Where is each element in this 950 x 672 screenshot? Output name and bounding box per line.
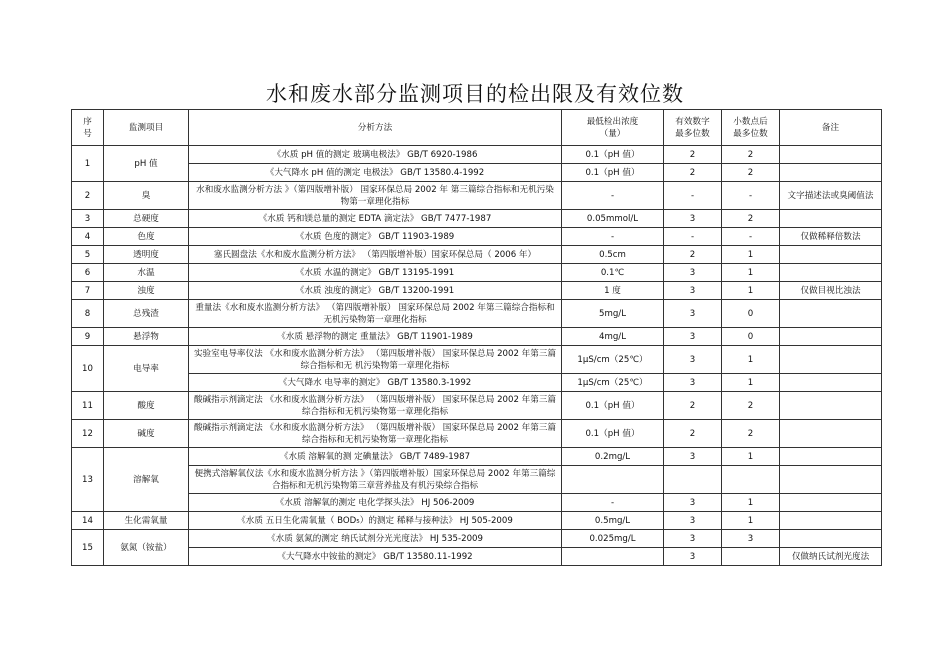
decimals-cell: 1 xyxy=(722,282,780,300)
header-method: 分析方法 xyxy=(189,110,562,146)
table-row xyxy=(72,210,882,228)
method-cell: 《大气降水中铵盐的测定》 GB/T 13580.11-1992 xyxy=(189,548,562,566)
table-row xyxy=(72,246,882,264)
note-cell xyxy=(780,246,882,264)
seq-cell: 5 xyxy=(72,246,104,264)
seq-cell: 3 xyxy=(72,210,104,228)
item-cell: 总残渣 xyxy=(104,300,189,328)
note-cell xyxy=(780,328,882,346)
detection-limit-table xyxy=(71,109,882,566)
decimals-cell: 1 xyxy=(722,246,780,264)
limit-cell: 0.1（pH 值） xyxy=(562,146,664,164)
method-cell: 酸碱指示剂滴定法 《水和废水监测分析方法》 （第四版增补版） 国家环保总局 2002 年第三篇综合指标和无机污染物第一章理化指标 xyxy=(189,392,562,420)
sig-digits-cell xyxy=(664,466,722,494)
decimals-cell: 1 xyxy=(722,264,780,282)
method-cell: 《水质 水温的测定》 GB/T 13195-1991 xyxy=(189,264,562,282)
method-cell: 重量法《水和废水监测分析方法》 （第四版增补版） 国家环保总局 2002 年第三篇综合指标和无机污染物第一章理化指标 xyxy=(189,300,562,328)
sig-digits-cell: 3 xyxy=(664,210,722,228)
decimals-cell xyxy=(722,548,780,566)
header-item: 监测项目 xyxy=(104,110,189,146)
limit-cell: - xyxy=(562,228,664,246)
sig-digits-cell: 2 xyxy=(664,246,722,264)
note-cell xyxy=(780,374,882,392)
limit-cell xyxy=(562,548,664,566)
limit-cell: 0.2mg/L xyxy=(562,448,664,466)
item-cell: 水温 xyxy=(104,264,189,282)
sig-digits-cell: - xyxy=(664,228,722,246)
seq-cell: 12 xyxy=(72,420,104,448)
note-cell xyxy=(780,420,882,448)
note-cell: 仅做目视比浊法 xyxy=(780,282,882,300)
seq-cell: 10 xyxy=(72,346,104,392)
limit-cell: 0.1（pH 值） xyxy=(562,392,664,420)
decimals-cell: 2 xyxy=(722,392,780,420)
table-row xyxy=(72,548,882,566)
sig-digits-cell: 3 xyxy=(664,530,722,548)
item-cell: 碱度 xyxy=(104,420,189,448)
method-cell: 《水质 浊度的测定》 GB/T 13200-1991 xyxy=(189,282,562,300)
item-cell: 总硬度 xyxy=(104,210,189,228)
method-cell: 《水质 溶解氧的测定 电化学探头法》 HJ 506-2009 xyxy=(189,494,562,512)
decimals-cell: 1 xyxy=(722,346,780,374)
table-row xyxy=(72,282,882,300)
sig-digits-cell: 3 xyxy=(664,282,722,300)
limit-cell: - xyxy=(562,494,664,512)
sig-digits-cell: 3 xyxy=(664,300,722,328)
note-cell: 文字描述法或臭阈值法 xyxy=(780,182,882,210)
note-cell xyxy=(780,210,882,228)
limit-cell: 0.5cm xyxy=(562,246,664,264)
decimals-cell: 2 xyxy=(722,210,780,228)
method-cell: 《水质 五日生化需氧量（ BOD₅）的测定 稀释与接种法》 HJ 505-2009 xyxy=(189,512,562,530)
decimals-cell: 0 xyxy=(722,328,780,346)
seq-cell: 14 xyxy=(72,512,104,530)
seq-cell: 11 xyxy=(72,392,104,420)
seq-cell: 8 xyxy=(72,300,104,328)
note-cell xyxy=(780,346,882,374)
method-cell: 《水质 悬浮物的测定 重量法》 GB/T 11901-1989 xyxy=(189,328,562,346)
limit-cell: 0.1℃ xyxy=(562,264,664,282)
table-row xyxy=(72,420,882,448)
table-row xyxy=(72,164,882,182)
table-row xyxy=(72,530,882,548)
note-cell xyxy=(780,448,882,466)
note-cell xyxy=(780,512,882,530)
sig-digits-cell: 3 xyxy=(664,264,722,282)
header-seq: 序 号 xyxy=(72,110,104,146)
seq-cell: 7 xyxy=(72,282,104,300)
header-limit: 最低检出浓度 （量） xyxy=(562,110,664,146)
header-note: 备注 xyxy=(780,110,882,146)
table-row xyxy=(72,448,882,466)
seq-cell: 6 xyxy=(72,264,104,282)
decimals-cell: 1 xyxy=(722,494,780,512)
table-row xyxy=(72,264,882,282)
method-cell: 《水质 溶解氧的测 定碘量法》 GB/T 7489-1987 xyxy=(189,448,562,466)
limit-cell: 0.05mmol/L xyxy=(562,210,664,228)
note-cell xyxy=(780,494,882,512)
sig-digits-cell: 2 xyxy=(664,420,722,448)
limit-cell: 0.1（pH 值） xyxy=(562,164,664,182)
table-row xyxy=(72,392,882,420)
table-row xyxy=(72,328,882,346)
decimals-cell xyxy=(722,466,780,494)
limit-cell: 0.1（pH 值） xyxy=(562,420,664,448)
note-cell xyxy=(780,264,882,282)
note-cell xyxy=(780,300,882,328)
note-cell xyxy=(780,466,882,494)
limit-cell: 5mg/L xyxy=(562,300,664,328)
method-cell: 《水质 pH 值的测定 玻璃电极法》 GB/T 6920-1986 xyxy=(189,146,562,164)
item-cell: 透明度 xyxy=(104,246,189,264)
sig-digits-cell: 3 xyxy=(664,448,722,466)
method-cell: 塞氏圆盘法《水和废水监测分析方法》 （第四版增补版）国家环保总局（ 2006 年） xyxy=(189,246,562,264)
seq-cell: 15 xyxy=(72,530,104,566)
item-cell: 电导率 xyxy=(104,346,189,392)
note-cell xyxy=(780,146,882,164)
table-row xyxy=(72,228,882,246)
note-cell xyxy=(780,392,882,420)
limit-cell: 1μS/cm（25℃） xyxy=(562,374,664,392)
note-cell: 仅做纳氏试剂光度法 xyxy=(780,548,882,566)
decimals-cell: 2 xyxy=(722,164,780,182)
header-sig-digits: 有效数字 最多位数 xyxy=(664,110,722,146)
limit-cell: 1μS/cm（25℃） xyxy=(562,346,664,374)
note-cell xyxy=(780,164,882,182)
decimals-cell: - xyxy=(722,182,780,210)
sig-digits-cell: 3 xyxy=(664,494,722,512)
sig-digits-cell: 2 xyxy=(664,392,722,420)
note-cell xyxy=(780,530,882,548)
seq-cell: 1 xyxy=(72,146,104,182)
sig-digits-cell: 3 xyxy=(664,512,722,530)
table-row xyxy=(72,182,882,210)
decimals-cell: 0 xyxy=(722,300,780,328)
table-row xyxy=(72,374,882,392)
decimals-cell: 3 xyxy=(722,530,780,548)
seq-cell: 2 xyxy=(72,182,104,210)
table-row xyxy=(72,146,882,164)
table-row xyxy=(72,466,882,494)
item-cell: 酸度 xyxy=(104,392,189,420)
method-cell: 《大气降水 pH 值的测定 电极法》 GB/T 13580.4-1992 xyxy=(189,164,562,182)
item-cell: 浊度 xyxy=(104,282,189,300)
table-row xyxy=(72,494,882,512)
item-cell: 悬浮物 xyxy=(104,328,189,346)
sig-digits-cell: 3 xyxy=(664,548,722,566)
limit-cell: - xyxy=(562,182,664,210)
decimals-cell: 1 xyxy=(722,374,780,392)
item-cell: 色度 xyxy=(104,228,189,246)
item-cell: 溶解氧 xyxy=(104,448,189,512)
seq-cell: 4 xyxy=(72,228,104,246)
method-cell: 实验室电导率仪法 《水和废水监测分析方法》 （第四版增补版） 国家环保总局 2002 年第三篇综合指标和无 机污染物第一章理化指标 xyxy=(189,346,562,374)
method-cell: 《水质 氨氮的测定 纳氏试剂分光光度法》 HJ 535-2009 xyxy=(189,530,562,548)
method-cell: 《水质 钙和镁总量的测定 EDTA 滴定法》 GB/T 7477-1987 xyxy=(189,210,562,228)
item-cell: 臭 xyxy=(104,182,189,210)
sig-digits-cell: 3 xyxy=(664,328,722,346)
header-row xyxy=(72,110,882,146)
method-cell: 《大气降水 电导率的测定》 GB/T 13580.3-1992 xyxy=(189,374,562,392)
header-decimals: 小数点后 最多位数 xyxy=(722,110,780,146)
decimals-cell: 2 xyxy=(722,420,780,448)
limit-cell: 0.025mg/L xyxy=(562,530,664,548)
limit-cell: 0.5mg/L xyxy=(562,512,664,530)
method-cell: 便携式溶解氧仪法《水和废水监测分析方法 》（第四版增补版）国家环保总局 2002 年第三篇综合指标和无机污染物第三章营养盐及有机污染综合指标 xyxy=(189,466,562,494)
sig-digits-cell: - xyxy=(664,182,722,210)
sig-digits-cell: 3 xyxy=(664,374,722,392)
seq-cell: 13 xyxy=(72,448,104,512)
table-row xyxy=(72,346,882,374)
note-cell: 仅做稀释倍数法 xyxy=(780,228,882,246)
sig-digits-cell: 2 xyxy=(664,164,722,182)
method-cell: 水和废水监测分析方法 》（第四版增补版） 国家环保总局 2002 年 第三篇综合指标和无机污染物第一章理化指标 xyxy=(189,182,562,210)
limit-cell: 4mg/L xyxy=(562,328,664,346)
decimals-cell: 1 xyxy=(722,448,780,466)
table-row xyxy=(72,300,882,328)
limit-cell xyxy=(562,466,664,494)
table-row xyxy=(72,512,882,530)
seq-cell: 9 xyxy=(72,328,104,346)
decimals-cell: 1 xyxy=(722,512,780,530)
decimals-cell: - xyxy=(722,228,780,246)
item-cell: 氨氮（铵盐） xyxy=(104,530,189,566)
item-cell: 生化需氧量 xyxy=(104,512,189,530)
limit-cell: 1 度 xyxy=(562,282,664,300)
sig-digits-cell: 3 xyxy=(664,346,722,374)
item-cell: pH 值 xyxy=(104,146,189,182)
page-title: 水和废水部分监测项目的检出限及有效位数 xyxy=(266,82,684,106)
decimals-cell: 2 xyxy=(722,146,780,164)
method-cell: 《水质 色度的测定》 GB/T 11903-1989 xyxy=(189,228,562,246)
method-cell: 酸碱指示剂滴定法 《水和废水监测分析方法》 （第四版增补版） 国家环保总局 2002 年第三篇综合指标和无机污染物第一章理化指标 xyxy=(189,420,562,448)
sig-digits-cell: 2 xyxy=(664,146,722,164)
